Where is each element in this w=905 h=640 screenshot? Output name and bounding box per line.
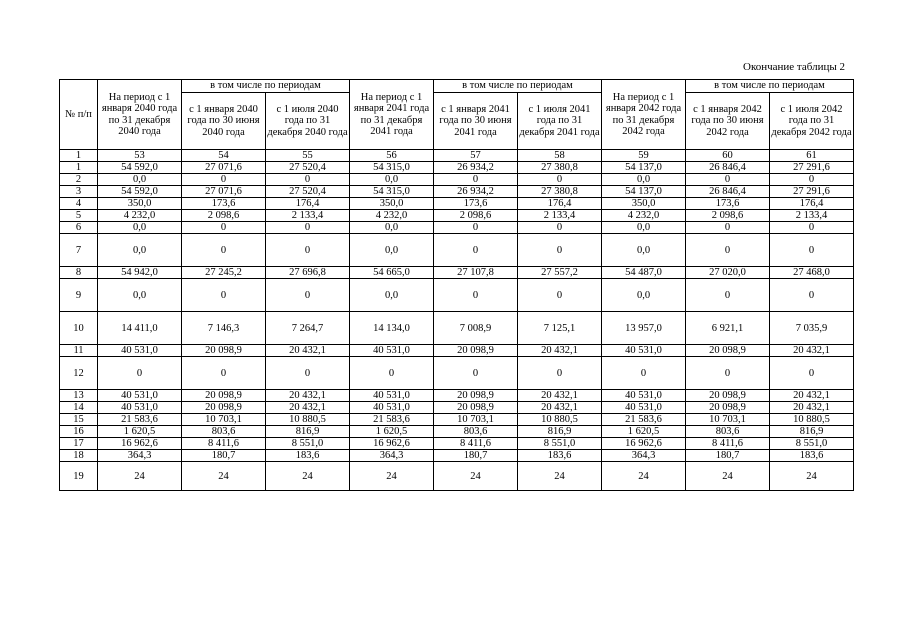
table-cell: 8 411,6	[686, 438, 770, 450]
row-number-cell: 5	[60, 210, 98, 222]
table-cell: 0,0	[98, 279, 182, 312]
row-number-cell: 18	[60, 450, 98, 462]
table-cell: 0	[434, 279, 518, 312]
table-cell: 10 880,5	[266, 414, 350, 426]
table-row	[60, 186, 854, 198]
header-group-2042: в том числе по периодам	[686, 80, 854, 93]
table-cell: 55	[266, 150, 350, 162]
table-cell: 54 665,0	[350, 267, 434, 279]
table-cell: 27 468,0	[770, 267, 854, 279]
table-cell: 816,9	[266, 426, 350, 438]
table-cell: 0,0	[98, 234, 182, 267]
table-cell: 7 035,9	[770, 312, 854, 345]
table-cell: 350,0	[602, 198, 686, 210]
table-header	[60, 80, 854, 150]
table-cell: 24	[350, 462, 434, 491]
row-number-cell: 3	[60, 186, 98, 198]
table-cell: 24	[266, 462, 350, 491]
table-cell: 24	[770, 462, 854, 491]
header-group-2040: в том числе по периодам	[182, 80, 350, 93]
table-cell: 54 592,0	[98, 162, 182, 174]
table-cell: 2 098,6	[182, 210, 266, 222]
table-cell: 8 411,6	[434, 438, 518, 450]
table-cell: 0	[518, 357, 602, 390]
table-cell: 16 962,6	[350, 438, 434, 450]
table-cell: 20 432,1	[770, 402, 854, 414]
table-cell: 0	[266, 222, 350, 234]
table-cell: 0,0	[350, 174, 434, 186]
table-cell: 54 487,0	[602, 267, 686, 279]
table-cell: 53	[98, 150, 182, 162]
table-cell: 0,0	[602, 279, 686, 312]
table-cell: 40 531,0	[602, 345, 686, 357]
table-cell: 0,0	[98, 222, 182, 234]
table-cell: 2 133,4	[266, 210, 350, 222]
table-cell: 8 551,0	[770, 438, 854, 450]
table-cell: 56	[350, 150, 434, 162]
table-cell: 350,0	[350, 198, 434, 210]
table-cell: 2 098,6	[434, 210, 518, 222]
row-number-cell: 12	[60, 357, 98, 390]
table-cell: 364,3	[602, 450, 686, 462]
table-cell: 54 137,0	[602, 162, 686, 174]
row-number-cell: 13	[60, 390, 98, 402]
table-cell: 176,4	[770, 198, 854, 210]
table-cell: 2 133,4	[518, 210, 602, 222]
table-cell: 0	[770, 222, 854, 234]
table-cell: 40 531,0	[98, 390, 182, 402]
table-cell: 27 520,4	[266, 162, 350, 174]
table-cell: 40 531,0	[98, 345, 182, 357]
table-cell: 0	[770, 234, 854, 267]
table-row	[60, 426, 854, 438]
table-cell: 0,0	[602, 234, 686, 267]
table-cell: 6 921,1	[686, 312, 770, 345]
table-cell: 0,0	[350, 234, 434, 267]
header-num: № п/п	[60, 80, 98, 150]
table-row	[60, 390, 854, 402]
table-cell: 27 380,8	[518, 162, 602, 174]
table-cell: 0	[518, 279, 602, 312]
table-cell: 1 620,5	[350, 426, 434, 438]
header-half1-2040: с 1 января 2040 года по 30 июня 2040 года	[182, 93, 266, 150]
table-cell: 7 264,7	[266, 312, 350, 345]
table-cell: 0	[602, 357, 686, 390]
table-cell: 20 432,1	[770, 345, 854, 357]
table-cell: 27 291,6	[770, 186, 854, 198]
table-cell: 20 098,9	[182, 402, 266, 414]
row-number-cell: 14	[60, 402, 98, 414]
row-number-cell: 16	[60, 426, 98, 438]
table-cell: 24	[686, 462, 770, 491]
row-number-cell: 8	[60, 267, 98, 279]
table-cell: 0	[770, 357, 854, 390]
table-row	[60, 438, 854, 450]
table-cell: 0	[686, 234, 770, 267]
table-cell: 27 291,6	[770, 162, 854, 174]
table-row	[60, 402, 854, 414]
table-cell: 40 531,0	[602, 402, 686, 414]
table-row	[60, 279, 854, 312]
table-cell: 16 962,6	[98, 438, 182, 450]
table-cell: 20 432,1	[518, 402, 602, 414]
table-cell: 40 531,0	[602, 390, 686, 402]
row-number-cell: 10	[60, 312, 98, 345]
table-cell: 0,0	[350, 222, 434, 234]
row-number-cell: 15	[60, 414, 98, 426]
table-cell: 40 531,0	[98, 402, 182, 414]
table-cell: 0	[518, 222, 602, 234]
table-cell: 14 411,0	[98, 312, 182, 345]
row-number-cell: 11	[60, 345, 98, 357]
table-cell: 24	[182, 462, 266, 491]
table-cell: 7 125,1	[518, 312, 602, 345]
table-cell: 10 703,1	[686, 414, 770, 426]
table-cell: 803,6	[434, 426, 518, 438]
table-cell: 803,6	[686, 426, 770, 438]
table-row	[60, 162, 854, 174]
table-cell: 20 432,1	[266, 345, 350, 357]
table-cell: 27 020,0	[686, 267, 770, 279]
table-cell: 4 232,0	[602, 210, 686, 222]
header-period-2040: На период с 1 января 2040 года по 31 декабря 2040 года	[98, 80, 182, 150]
table-cell: 20 098,9	[686, 345, 770, 357]
table-cell: 350,0	[98, 198, 182, 210]
table-cell: 40 531,0	[350, 345, 434, 357]
header-group-2041: в том числе по периодам	[434, 80, 602, 93]
table-cell: 816,9	[518, 426, 602, 438]
table-cell: 364,3	[350, 450, 434, 462]
table-cell: 10 880,5	[518, 414, 602, 426]
table-cell: 24	[518, 462, 602, 491]
table-cell: 364,3	[98, 450, 182, 462]
table-cell: 0	[182, 174, 266, 186]
table-row	[60, 357, 854, 390]
table-cell: 27 696,8	[266, 267, 350, 279]
table-cell: 176,4	[266, 198, 350, 210]
table-cell: 176,4	[518, 198, 602, 210]
table-cell: 0	[434, 174, 518, 186]
table-cell: 0	[266, 279, 350, 312]
header-half2-2042: с 1 июля 2042 года по 31 декабря 2042 года	[770, 93, 854, 150]
table-cell: 24	[98, 462, 182, 491]
table-cell: 4 232,0	[98, 210, 182, 222]
header-period-2041: На период с 1 января 2041 года по 31 декабря 2041 года	[350, 80, 434, 150]
table-cell: 180,7	[182, 450, 266, 462]
table-cell: 54 942,0	[98, 267, 182, 279]
table-cell: 0	[770, 174, 854, 186]
table-cell: 0	[98, 357, 182, 390]
table-cell: 0	[434, 234, 518, 267]
header-half1-2041: с 1 января 2041 года по 30 июня 2041 года	[434, 93, 518, 150]
table-cell: 24	[602, 462, 686, 491]
table-cell: 8 551,0	[518, 438, 602, 450]
table-cell: 0	[182, 279, 266, 312]
header-half2-2040: с 1 июля 2040 года по 31 декабря 2040 года	[266, 93, 350, 150]
table-row	[60, 174, 854, 186]
table-cell: 0	[686, 357, 770, 390]
header-half2-2041: с 1 июля 2041 года по 31 декабря 2041 года	[518, 93, 602, 150]
table-cell: 180,7	[686, 450, 770, 462]
table-cell: 54 137,0	[602, 186, 686, 198]
header-period-2042: На период с 1 января 2042 года по 31 декабря 2042 года	[602, 80, 686, 150]
table-cell: 7 146,3	[182, 312, 266, 345]
table-cell: 54 315,0	[350, 186, 434, 198]
table-cell: 54 592,0	[98, 186, 182, 198]
table-cell: 10 703,1	[182, 414, 266, 426]
table-cell: 58	[518, 150, 602, 162]
table-row	[60, 267, 854, 279]
table-row	[60, 150, 854, 162]
table-cell: 60	[686, 150, 770, 162]
table-cell: 26 934,2	[434, 186, 518, 198]
table-cell: 27 520,4	[266, 186, 350, 198]
table-cell: 0	[434, 222, 518, 234]
table-cell: 180,7	[434, 450, 518, 462]
table-row	[60, 198, 854, 210]
table-row	[60, 450, 854, 462]
table-row	[60, 462, 854, 491]
data-table	[59, 79, 854, 491]
table-cell: 0	[266, 357, 350, 390]
row-number-cell: 1	[60, 150, 98, 162]
table-row	[60, 345, 854, 357]
table-cell: 0	[182, 222, 266, 234]
table-cell: 14 134,0	[350, 312, 434, 345]
table-cell: 183,6	[266, 450, 350, 462]
table-cell: 61	[770, 150, 854, 162]
table-row	[60, 210, 854, 222]
table-cell: 27 245,2	[182, 267, 266, 279]
table-cell: 27 380,8	[518, 186, 602, 198]
table-cell: 20 432,1	[770, 390, 854, 402]
table-cell: 20 098,9	[182, 390, 266, 402]
table-cell: 20 098,9	[686, 390, 770, 402]
table-cell: 7 008,9	[434, 312, 518, 345]
table-cell: 21 583,6	[602, 414, 686, 426]
table-cell: 24	[434, 462, 518, 491]
table-cell: 803,6	[182, 426, 266, 438]
table-cell: 26 934,2	[434, 162, 518, 174]
table-cell: 21 583,6	[98, 414, 182, 426]
table-cell: 26 846,4	[686, 162, 770, 174]
table-cell: 0	[770, 279, 854, 312]
table-cell: 20 432,1	[518, 345, 602, 357]
table-cell: 20 098,9	[434, 390, 518, 402]
table-cell: 183,6	[770, 450, 854, 462]
table-cell: 0	[686, 279, 770, 312]
table-cell: 20 098,9	[182, 345, 266, 357]
table-cell: 20 098,9	[686, 402, 770, 414]
table-cell: 16 962,6	[602, 438, 686, 450]
row-number-cell: 2	[60, 174, 98, 186]
table-cell: 10 703,1	[434, 414, 518, 426]
row-number-cell: 19	[60, 462, 98, 491]
table-row	[60, 312, 854, 345]
table-row	[60, 234, 854, 267]
table-cell: 1 620,5	[98, 426, 182, 438]
table-cell: 20 432,1	[266, 390, 350, 402]
row-number-cell: 17	[60, 438, 98, 450]
table-cell: 27 107,8	[434, 267, 518, 279]
table-cell: 40 531,0	[350, 390, 434, 402]
table-cell: 20 432,1	[266, 402, 350, 414]
table-cell: 20 098,9	[434, 402, 518, 414]
table-cell: 20 098,9	[434, 345, 518, 357]
table-row	[60, 222, 854, 234]
table-cell: 13 957,0	[602, 312, 686, 345]
table-cell: 21 583,6	[350, 414, 434, 426]
table-body	[60, 150, 854, 491]
table-cell: 0	[266, 174, 350, 186]
header-half1-2042: с 1 января 2042 года по 30 июня 2042 года	[686, 93, 770, 150]
row-number-cell: 9	[60, 279, 98, 312]
row-number-cell: 4	[60, 198, 98, 210]
table-cell: 0	[686, 174, 770, 186]
row-number-cell: 7	[60, 234, 98, 267]
table-cell: 0	[518, 174, 602, 186]
table-cell: 26 846,4	[686, 186, 770, 198]
table-cell: 54	[182, 150, 266, 162]
table-cell: 4 232,0	[350, 210, 434, 222]
table-cell: 0	[518, 234, 602, 267]
table-cell: 0	[266, 234, 350, 267]
table-cell: 27 557,2	[518, 267, 602, 279]
table-cell: 1 620,5	[602, 426, 686, 438]
table-cell: 0	[434, 357, 518, 390]
table-cell: 2 133,4	[770, 210, 854, 222]
table-cell: 0	[182, 357, 266, 390]
table-cell: 0,0	[98, 174, 182, 186]
table-cell: 40 531,0	[350, 402, 434, 414]
table-cell: 0	[350, 357, 434, 390]
table-cell: 0,0	[602, 174, 686, 186]
table-cell: 816,9	[770, 426, 854, 438]
table-row	[60, 414, 854, 426]
table-cell: 10 880,5	[770, 414, 854, 426]
table-cell: 0	[686, 222, 770, 234]
table-cell: 57	[434, 150, 518, 162]
table-cell: 59	[602, 150, 686, 162]
table-cell: 173,6	[434, 198, 518, 210]
table-cell: 54 315,0	[350, 162, 434, 174]
table-cell: 183,6	[518, 450, 602, 462]
table-caption: Окончание таблицы 2	[743, 61, 845, 73]
table-cell: 27 071,6	[182, 186, 266, 198]
row-number-cell: 1	[60, 162, 98, 174]
table-cell: 8 551,0	[266, 438, 350, 450]
table-cell: 2 098,6	[686, 210, 770, 222]
table-cell: 20 432,1	[518, 390, 602, 402]
row-number-cell: 6	[60, 222, 98, 234]
table-cell: 173,6	[686, 198, 770, 210]
table-cell: 8 411,6	[182, 438, 266, 450]
table-cell: 0,0	[350, 279, 434, 312]
table-cell: 27 071,6	[182, 162, 266, 174]
table-cell: 0,0	[602, 222, 686, 234]
table-cell: 0	[182, 234, 266, 267]
table-cell: 173,6	[182, 198, 266, 210]
